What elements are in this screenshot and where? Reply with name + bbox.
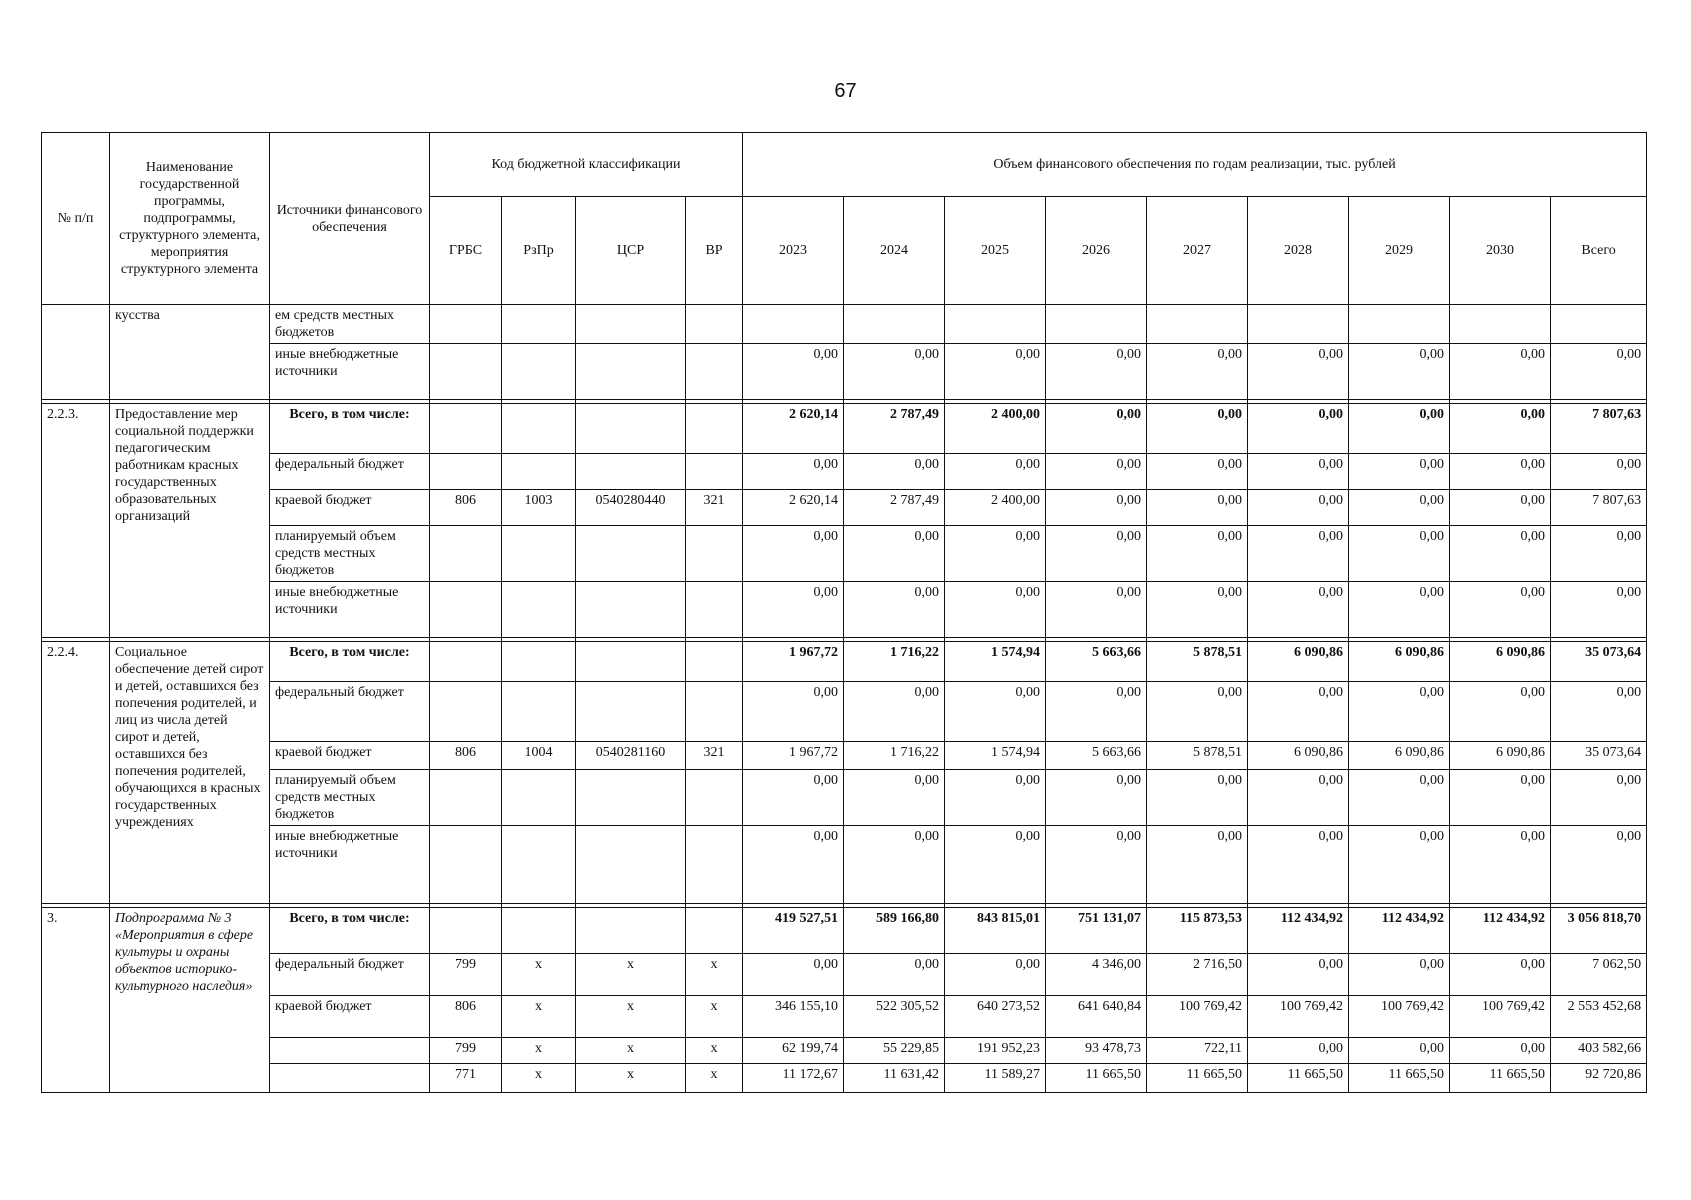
year-value: 1 716,22 [844,642,945,682]
year-value: 6 090,86 [1248,742,1349,770]
csr-code [576,344,686,400]
grbs-code [430,404,502,454]
header-finance: Объем финансового обеспечения по годам реализации, тыс. рублей [743,133,1647,197]
total-value: 35 073,64 [1551,642,1647,682]
header-budget-code: Код бюджетной классификации [430,133,743,197]
vr-code [686,770,743,826]
grbs-code: 799 [430,954,502,996]
year-value: 0,00 [1046,526,1147,582]
year-value: 641 640,84 [1046,996,1147,1038]
header-name: Наименование государственной программы, подпрограммы, структурного элемента, мероприятия структурного элемента [110,133,270,305]
vr-code: x [686,1064,743,1093]
year-value: 1 967,72 [743,642,844,682]
total-value: 7 062,50 [1551,954,1647,996]
total-value: 35 073,64 [1551,742,1647,770]
grbs-code [430,526,502,582]
year-value: 2 620,14 [743,490,844,526]
year-value: 1 574,94 [945,742,1046,770]
year-value: 11 665,50 [1248,1064,1349,1093]
grbs-code [430,770,502,826]
year-value: 0,00 [1349,682,1450,742]
year-value: 2 400,00 [945,490,1046,526]
year-value: 2 400,00 [945,404,1046,454]
year-value: 0,00 [743,526,844,582]
header-csr: ЦСР [576,197,686,305]
rzpr-code [502,770,576,826]
year-value: 112 434,92 [1450,908,1551,954]
table-row [42,1038,1647,1064]
funding-source: планируемый объем средств местных бюджетов [270,526,430,582]
year-value: 0,00 [1046,344,1147,400]
rzpr-code [502,454,576,490]
year-value: 0,00 [743,770,844,826]
year-value: 115 873,53 [1147,908,1248,954]
csr-code [576,908,686,954]
csr-code: x [576,1038,686,1064]
csr-code [576,454,686,490]
rzpr-code [502,305,576,344]
year-value: 0,00 [844,344,945,400]
header-grbs: ГРБС [430,197,502,305]
total-value: 7 807,63 [1551,404,1647,454]
year-value: 0,00 [844,682,945,742]
year-value: 0,00 [945,526,1046,582]
table-row [42,582,1647,638]
year-value [1147,305,1248,344]
year-value: 100 769,42 [1450,996,1551,1038]
total-value: 2 553 452,68 [1551,996,1647,1038]
year-value: 0,00 [1248,954,1349,996]
year-value: 0,00 [1248,1038,1349,1064]
year-value [1349,305,1450,344]
header-year: 2030 [1450,197,1551,305]
csr-code [576,826,686,904]
csr-code [576,404,686,454]
csr-code: 0540280440 [576,490,686,526]
item-name: Предоставление мер социальной поддержки педагогическим работникам красных государственных образовательных организаций [110,404,270,638]
grbs-code [430,682,502,742]
year-value: 0,00 [743,582,844,638]
year-value: 0,00 [1349,344,1450,400]
year-value: 0,00 [1147,454,1248,490]
year-value [1450,305,1551,344]
vr-code: x [686,996,743,1038]
year-value: 0,00 [945,826,1046,904]
vr-code [686,526,743,582]
year-value: 2 787,49 [844,490,945,526]
year-value: 0,00 [1349,582,1450,638]
total-value [1551,305,1647,344]
year-value: 11 665,50 [1046,1064,1147,1093]
total-value: 3 056 818,70 [1551,908,1647,954]
rzpr-code: x [502,1064,576,1093]
grbs-code: 799 [430,1038,502,1064]
year-value [1248,305,1349,344]
rzpr-code [502,826,576,904]
table-row [42,454,1647,490]
rzpr-code [502,582,576,638]
item-name: Подпрограмма № 3 «Мероприятия в сфере культуры и охраны объектов историко-культурного наследия» [110,908,270,1093]
year-value: 55 229,85 [844,1038,945,1064]
year-value: 1 716,22 [844,742,945,770]
header-year: 2023 [743,197,844,305]
grbs-code [430,826,502,904]
year-value: 0,00 [844,582,945,638]
year-value: 346 155,10 [743,996,844,1038]
csr-code [576,305,686,344]
year-value: 5 878,51 [1147,642,1248,682]
table-row [42,1064,1647,1093]
vr-code: 321 [686,490,743,526]
vr-code: x [686,954,743,996]
year-value: 0,00 [743,954,844,996]
table-row [42,305,1647,344]
item-number [42,305,110,400]
year-value: 0,00 [743,344,844,400]
table-row [42,526,1647,582]
csr-code: x [576,996,686,1038]
year-value: 0,00 [1248,454,1349,490]
rzpr-code: 1003 [502,490,576,526]
year-value: 0,00 [1450,1038,1551,1064]
grbs-code [430,454,502,490]
header-num: № п/п [42,133,110,305]
csr-code [576,642,686,682]
year-value: 0,00 [1450,826,1551,904]
header-total: Всего [1551,197,1647,305]
grbs-code: 771 [430,1064,502,1093]
table-row [42,642,1647,682]
funding-source: краевой бюджет [270,742,430,770]
header-source: Источники финансового обеспечения [270,133,430,305]
year-value: 6 090,86 [1248,642,1349,682]
table-row [42,490,1647,526]
funding-source: Всего, в том числе: [270,642,430,682]
year-value: 0,00 [1248,526,1349,582]
csr-code [576,582,686,638]
year-value: 0,00 [945,582,1046,638]
item-number: 2.2.4. [42,642,110,904]
year-value: 0,00 [1147,404,1248,454]
csr-code: x [576,954,686,996]
year-value: 0,00 [1248,490,1349,526]
year-value: 0,00 [1349,770,1450,826]
total-value: 0,00 [1551,682,1647,742]
year-value: 0,00 [844,954,945,996]
vr-code [686,404,743,454]
year-value: 843 815,01 [945,908,1046,954]
year-value: 0,00 [1450,682,1551,742]
year-value [1046,305,1147,344]
grbs-code [430,305,502,344]
year-value: 11 665,50 [1147,1064,1248,1093]
funding-source: Всего, в том числе: [270,908,430,954]
table-header [42,133,1647,305]
year-value: 0,00 [1248,582,1349,638]
year-value: 0,00 [1046,582,1147,638]
year-value: 0,00 [1147,682,1248,742]
year-value: 0,00 [1248,826,1349,904]
year-value: 100 769,42 [1248,996,1349,1038]
table-row [42,996,1647,1038]
year-value: 5 663,66 [1046,642,1147,682]
year-value: 640 273,52 [945,996,1046,1038]
table-row [42,742,1647,770]
year-value: 0,00 [1046,454,1147,490]
year-value: 589 166,80 [844,908,945,954]
year-value: 6 090,86 [1450,742,1551,770]
year-value: 100 769,42 [1147,996,1248,1038]
year-value: 0,00 [1046,770,1147,826]
header-year: 2026 [1046,197,1147,305]
year-value: 11 665,50 [1349,1064,1450,1093]
total-value: 0,00 [1551,344,1647,400]
year-value: 1 967,72 [743,742,844,770]
year-value: 0,00 [1046,826,1147,904]
year-value: 0,00 [1046,490,1147,526]
funding-source: иные внебюджетные источники [270,582,430,638]
csr-code: 0540281160 [576,742,686,770]
year-value: 0,00 [1450,582,1551,638]
year-value: 2 787,49 [844,404,945,454]
year-value: 93 478,73 [1046,1038,1147,1064]
funding-source: иные внебюджетные источники [270,826,430,904]
year-value: 191 952,23 [945,1038,1046,1064]
rzpr-code [502,642,576,682]
year-value: 0,00 [1450,954,1551,996]
year-value: 0,00 [1349,826,1450,904]
header-year: 2028 [1248,197,1349,305]
grbs-code [430,908,502,954]
rzpr-code [502,526,576,582]
item-number: 3. [42,908,110,1093]
grbs-code [430,642,502,682]
vr-code [686,642,743,682]
grbs-code: 806 [430,996,502,1038]
rzpr-code [502,908,576,954]
table-row [42,344,1647,400]
year-value: 0,00 [1248,404,1349,454]
year-value: 100 769,42 [1349,996,1450,1038]
year-value: 0,00 [945,770,1046,826]
csr-code [576,526,686,582]
year-value: 0,00 [844,526,945,582]
year-value: 6 090,86 [1349,642,1450,682]
year-value: 0,00 [1147,344,1248,400]
vr-code [686,454,743,490]
year-value: 0,00 [945,454,1046,490]
year-value: 6 090,86 [1450,642,1551,682]
year-value: 11 665,50 [1450,1064,1551,1093]
rzpr-code [502,682,576,742]
year-value: 0,00 [1248,344,1349,400]
year-value: 5 878,51 [1147,742,1248,770]
table-row [42,770,1647,826]
funding-source [270,1038,430,1064]
funding-source: иные внебюджетные источники [270,344,430,400]
year-value: 0,00 [1349,1038,1450,1064]
year-value: 0,00 [743,682,844,742]
table-row [42,682,1647,742]
year-value [945,305,1046,344]
rzpr-code: x [502,954,576,996]
year-value: 0,00 [1248,770,1349,826]
year-value: 0,00 [1147,770,1248,826]
year-value: 0,00 [1450,344,1551,400]
header-year: 2029 [1349,197,1450,305]
vr-code: x [686,1038,743,1064]
funding-source: ем средств местных бюджетов [270,305,430,344]
year-value: 419 527,51 [743,908,844,954]
total-value: 7 807,63 [1551,490,1647,526]
year-value: 11 631,42 [844,1064,945,1093]
table-row [42,826,1647,904]
year-value: 1 574,94 [945,642,1046,682]
year-value: 112 434,92 [1248,908,1349,954]
year-value: 0,00 [844,454,945,490]
year-value: 751 131,07 [1046,908,1147,954]
csr-code [576,770,686,826]
year-value: 0,00 [945,682,1046,742]
table-row [42,954,1647,996]
header-vr: ВР [686,197,743,305]
total-value: 0,00 [1551,582,1647,638]
year-value: 0,00 [1349,954,1450,996]
grbs-code [430,582,502,638]
year-value: 0,00 [1450,526,1551,582]
year-value: 4 346,00 [1046,954,1147,996]
funding-source [270,1064,430,1093]
grbs-code: 806 [430,742,502,770]
year-value: 0,00 [743,826,844,904]
year-value: 0,00 [1147,582,1248,638]
year-value: 5 663,66 [1046,742,1147,770]
year-value: 6 090,86 [1349,742,1450,770]
total-value: 0,00 [1551,770,1647,826]
year-value: 0,00 [1147,526,1248,582]
year-value: 0,00 [1147,826,1248,904]
year-value: 0,00 [1046,404,1147,454]
vr-code [686,826,743,904]
budget-table [41,132,1647,1093]
year-value: 2 620,14 [743,404,844,454]
year-value: 0,00 [945,954,1046,996]
vr-code [686,908,743,954]
year-value: 0,00 [945,344,1046,400]
header-year: 2024 [844,197,945,305]
vr-code [686,582,743,638]
year-value: 0,00 [1349,454,1450,490]
funding-source: планируемый объем средств местных бюджетов [270,770,430,826]
item-number: 2.2.3. [42,404,110,638]
year-value: 522 305,52 [844,996,945,1038]
total-value: 92 720,86 [1551,1064,1647,1093]
funding-source: федеральный бюджет [270,954,430,996]
item-name: Социальное обеспечение детей сирот и детей, оставшихся без попечения родителей, и лиц из числа детей сирот и детей, оставшихся без попечения родителей, обучающихся в красных государственных учреждениях [110,642,270,904]
page-number: 67 [834,80,857,102]
total-value: 0,00 [1551,454,1647,490]
funding-source: краевой бюджет [270,996,430,1038]
year-value: 2 716,50 [1147,954,1248,996]
header-year: 2025 [945,197,1046,305]
rzpr-code [502,344,576,400]
grbs-code: 806 [430,490,502,526]
year-value: 0,00 [1450,490,1551,526]
header-rzpr: РзПр [502,197,576,305]
vr-code [686,305,743,344]
year-value: 0,00 [743,454,844,490]
funding-source: федеральный бюджет [270,682,430,742]
year-value: 722,11 [1147,1038,1248,1064]
year-value: 0,00 [1349,404,1450,454]
year-value: 0,00 [1046,682,1147,742]
funding-source: Всего, в том числе: [270,404,430,454]
year-value: 62 199,74 [743,1038,844,1064]
vr-code [686,344,743,400]
table-body [42,305,1647,1093]
vr-code [686,682,743,742]
vr-code: 321 [686,742,743,770]
rzpr-code: 1004 [502,742,576,770]
year-value: 0,00 [1450,454,1551,490]
year-value: 0,00 [844,770,945,826]
csr-code [576,682,686,742]
year-value [743,305,844,344]
header-year: 2027 [1147,197,1248,305]
year-value: 11 172,67 [743,1064,844,1093]
year-value: 0,00 [1248,682,1349,742]
funding-source: краевой бюджет [270,490,430,526]
total-value: 403 582,66 [1551,1038,1647,1064]
item-name: кусства [110,305,270,400]
table-row [42,404,1647,454]
rzpr-code: x [502,996,576,1038]
year-value: 0,00 [1147,490,1248,526]
total-value: 0,00 [1551,826,1647,904]
funding-source: федеральный бюджет [270,454,430,490]
rzpr-code: x [502,1038,576,1064]
year-value: 0,00 [1349,490,1450,526]
year-value: 11 589,27 [945,1064,1046,1093]
year-value: 0,00 [1450,404,1551,454]
rzpr-code [502,404,576,454]
year-value: 0,00 [1450,770,1551,826]
year-value: 0,00 [844,826,945,904]
table-row [42,908,1647,954]
grbs-code [430,344,502,400]
year-value [844,305,945,344]
year-value: 112 434,92 [1349,908,1450,954]
total-value: 0,00 [1551,526,1647,582]
csr-code: x [576,1064,686,1093]
year-value: 0,00 [1349,526,1450,582]
